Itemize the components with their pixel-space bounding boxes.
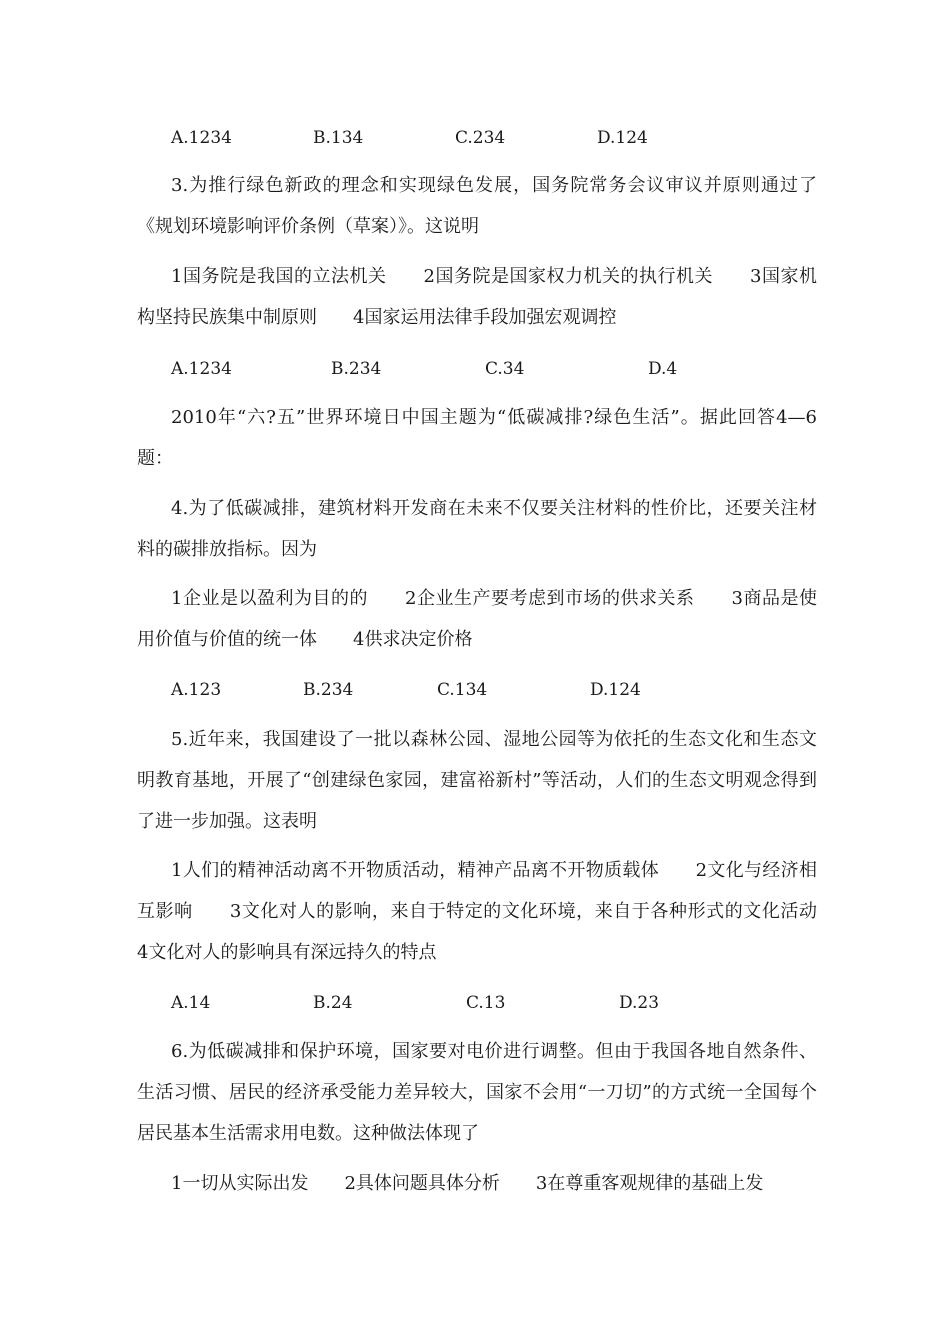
q5-option-b: B.24: [313, 993, 353, 1013]
q5-option-d: D.23: [619, 993, 660, 1013]
q3-statements: 1国务院是我国的立法机关 2国务院是国家权力机关的执行机关 3国家机构坚持民族集中制原则 4国家运用法律手段加强宏观调控: [137, 266, 817, 328]
q6-stem: 6.为低碳减排和保护环境，国家要对电价进行调整。但由于我国各地自然条件、生活习惯、居民的经济承受能力差异较大，国家不会用“一刀切”的方式统一全国每个居民基本生活需求用电数。这种做法体现了: [137, 1041, 817, 1144]
q4-option-c: C.134: [437, 680, 488, 700]
q3-option-c: C.34: [485, 359, 525, 379]
q5-stem: 5.近年来，我国建设了一批以森林公园、湿地公园等为依托的生态文化和生态文明教育基地，开展了“创建绿色家园，建富裕新村”等活动，人们的生态文明观念得到了进一步加强。这表明: [137, 729, 817, 832]
q3-stem: 3.为推行绿色新政的理念和实现绿色发展，国务院常务会议审议并原则通过了《规划环境影响评价条例（草案）》。这说明: [137, 175, 817, 237]
q3-option-d: D.4: [648, 359, 678, 379]
q6-statements: 1一切从实际出发 2具体问题具体分析 3在尊重客观规律的基础上发: [171, 1173, 764, 1194]
intro-text: 2010年“六?五”世界环境日中国主题为“低碳减排?绿色生活”。据此回答4—6题：: [137, 407, 817, 469]
q3-option-a: A.1234: [171, 359, 232, 379]
q4-option-a: A.123: [171, 680, 222, 700]
q2-option-b: B.134: [313, 128, 364, 148]
q5-statements: 1人们的精神活动离不开物质活动，精神产品离不开物质载体 2文化与经济相互影响 3文化对人的影响，来自于特定的文化环境，来自于各种形式的文化活动 4文化对人的影响具有深远持久的特点: [137, 860, 853, 963]
q4-option-b: B.234: [303, 680, 354, 700]
q4-stem: 4.为了低碳减排，建筑材料开发商在未来不仅要关注材料的性价比，还要关注材料的碳排放指标。因为: [137, 498, 817, 560]
q4-statements: 1企业是以盈利为目的的 2企业生产要考虑到市场的供求关系 3商品是使用价值与价值的统一体 4供求决定价格: [137, 588, 817, 650]
q2-option-d: D.124: [597, 128, 648, 148]
q2-option-c: C.234: [455, 128, 506, 148]
q3-option-b: B.234: [331, 359, 382, 379]
q5-option-c: C.13: [466, 993, 506, 1013]
q5-option-a: A.14: [171, 993, 211, 1013]
q2-option-a: A.1234: [171, 128, 232, 148]
q4-option-d: D.124: [590, 680, 641, 700]
